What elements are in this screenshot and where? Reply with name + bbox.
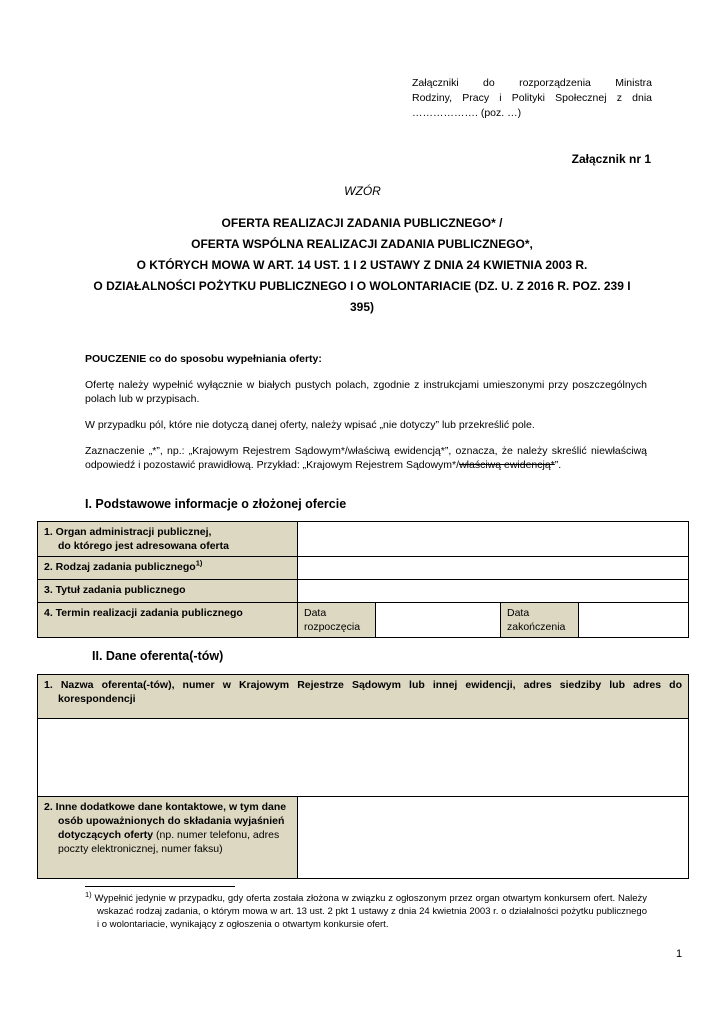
footnote-marker: 1) <box>85 889 92 899</box>
instructions-block <box>85 352 647 484</box>
instruction-paragraph-3-text: Zaznaczenie „*”, np.: „Krajowym Rejestrem Sądowym*/właściwą ewidencją*”, oznacza, że należy skreślić niewłaściwą odpowiedź i pozostawić prawidłową. Przykład: „Krajowym Rejestrem Sądowym*/ <box>85 445 647 471</box>
instruction-paragraph-1: Ofertę należy wypełnić wyłącznie w białych pustych polach, zgodnie z instrukcjami umieszonymi przy poszczególnych polach lub w przypisach. <box>85 379 647 405</box>
table-row <box>38 580 689 603</box>
row-label-normal-part: (np. numer telefonu, adres poczty elektronicznej, numer faksu) <box>58 829 280 855</box>
table-row <box>38 719 689 797</box>
attachment-number: Załącznik nr 1 <box>571 152 651 166</box>
basic-info-table <box>37 521 689 638</box>
document-title-line: O KTÓRYCH MOWA W ART. 14 UST. 1 I 2 USTAWY Z DNIA 24 KWIETNIA 2003 R. <box>136 258 588 272</box>
field-organ-administracji[interactable] <box>298 522 689 557</box>
instructions-heading: POUCZENIE co do sposobu wypełniania oferty: <box>85 353 322 365</box>
document-title-line: O DZIAŁALNOŚCI POŻYTKU PUBLICZNEGO I O WOLONTARIACIE (DZ. U. Z 2016 R. POZ. 239 I <box>93 279 631 293</box>
regulation-note <box>412 76 652 121</box>
footnote-text: Wypełnić jedynie w przypadku, gdy oferta została złożona w związku z ogłoszonym przez organ otwartym konkursem ofert. Należy wskazać rodzaj zadania, o którym mowa w art. 13 ust. 2 pkt 1 ustawy z dnia 24 kwietnia 2003 r. o działalności pożytku publicznego i o wolontariacie, wynikający z ogłoszenia o otwartym konkursie ofert. <box>94 893 648 930</box>
row-label-text: 1. Nazwa oferenta(-tów), numer w Krajowym Rejestrze Sądowym lub innej ewidencji, adres siedziby lub adres do korespondencji <box>44 679 682 705</box>
field-nazwa-oferenta[interactable] <box>38 719 689 797</box>
section-i-heading: I. Podstawowe informacje o złożonej ofercie <box>85 497 347 511</box>
row-label-line: do którego jest adresowana oferta <box>58 540 229 552</box>
table-row <box>38 797 689 879</box>
field-data-rozpoczecia[interactable] <box>376 603 501 638</box>
instruction-paragraph-2: W przypadku pól, które nie dotyczą danej oferty, należy wpisać „nie dotyczy” lub przekreślić pole. <box>85 419 535 431</box>
table-row <box>38 557 689 580</box>
document-title-line: OFERTA WSPÓLNA REALIZACJI ZADANIA PUBLICZNEGO*, <box>191 237 533 251</box>
table-row <box>38 603 689 638</box>
instruction-paragraph-3-end: ”. <box>554 459 562 471</box>
regulation-note-line: Rodziny, Pracy i Polityki Społecznej z dnia <box>412 92 652 104</box>
strikethrough-example: właściwą ewidencją* <box>459 459 555 471</box>
footnote <box>85 889 648 931</box>
regulation-note-line: Załączniki do rozporządzenia Ministra <box>412 77 652 89</box>
field-data-zakonczenia[interactable] <box>579 603 689 638</box>
page-number: 1 <box>676 948 683 960</box>
start-date-label: Data rozpoczęcia <box>298 603 376 638</box>
document-title-line: OFERTA REALIZACJI ZADANIA PUBLICZNEGO* / <box>221 216 503 230</box>
field-dane-kontaktowe[interactable] <box>298 797 689 879</box>
row-label-dane-kontaktowe <box>38 797 298 879</box>
row-label-termin-realizacji: 4. Termin realizacji zadania publicznego <box>38 603 298 638</box>
row-label-nazwa-oferenta <box>38 675 689 719</box>
footnote-block <box>85 886 647 931</box>
footnote-divider <box>85 886 235 887</box>
document-title-line: 395) <box>349 300 375 314</box>
row-label-bold-part: 2. Inne dodatkowe dane kontaktowe, w tym dane osób upoważnionych do składania wyjaśnień dotyczących oferty <box>44 801 287 841</box>
row-label-text: 2. Rodzaj zadania publicznego <box>44 561 196 573</box>
footnote-reference: 1) <box>195 558 203 568</box>
row-label-text <box>44 800 291 856</box>
instruction-paragraph-3 <box>85 444 647 472</box>
field-tytul-zadania[interactable] <box>298 580 689 603</box>
section-ii-heading: II. Dane oferenta(-tów) <box>92 649 224 663</box>
end-date-label: Data zakończenia <box>501 603 579 638</box>
row-label-rodzaj-zadania <box>38 557 298 580</box>
regulation-note-line: ………………. (poz. …) <box>412 107 522 119</box>
field-rodzaj-zadania[interactable] <box>298 557 689 580</box>
table-row <box>38 522 689 557</box>
row-label-organ <box>38 522 298 557</box>
document-title <box>52 213 672 318</box>
offerer-data-table <box>37 674 689 879</box>
template-label: WZÓR <box>344 184 381 198</box>
row-label-tytul-zadania: 3. Tytuł zadania publicznego <box>38 580 298 603</box>
table-row <box>38 675 689 719</box>
row-label-line: 1. Organ administracji publicznej, <box>44 526 212 538</box>
